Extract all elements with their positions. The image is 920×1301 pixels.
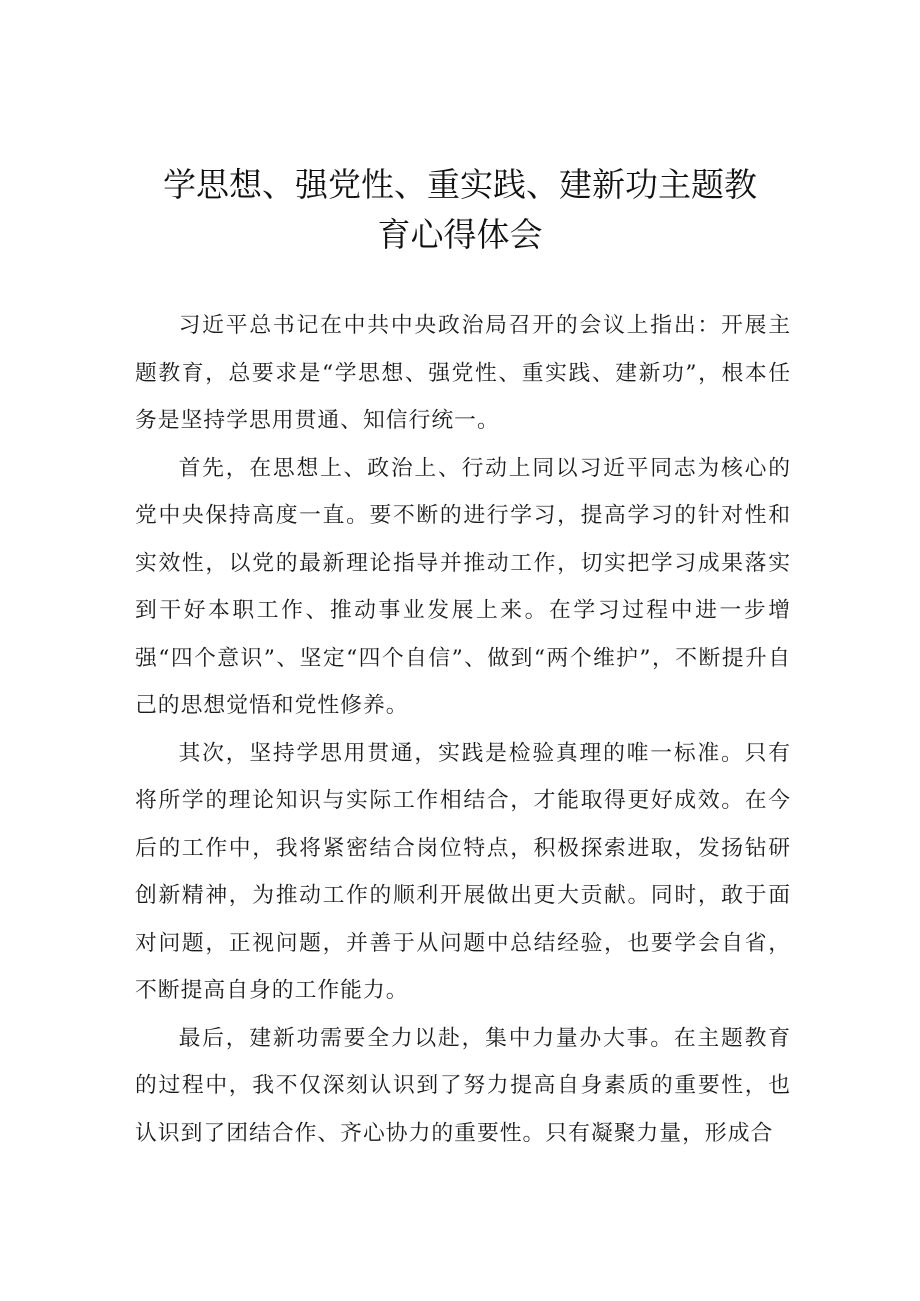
paragraph-last: 最后，建新功需要全力以赴，集中力量办大事。在主题教育的过程中，我不仅深刻认识到了努力提高自身素质的重要性，也认识到了团结合作、齐心协力的重要性。只有凝聚力量，形成合 [135, 1025, 791, 1146]
document-title [0, 160, 920, 260]
paragraph-second: 其次，坚持学思用贯通，实践是检验真理的唯一标准。只有将所学的理论知识与实际工作相结合，才能取得更好成效。在今后的工作中，我将紧密结合岗位特点，积极探索进取，发扬钻研创新精神，为推动工作的顺利开展做出更大贡献。同时，敢于面对问题，正视问题，并善于从问题中总结经验，也要学会自省，不断提高自身的工作能力。 [135, 740, 791, 1003]
paragraph-intro: 习近平总书记在中共中央政治局召开的会议上指出：开展主题教育，总要求是“学思想、强党性、重实践、建新功”，根本任务是坚持学思用贯通、知信行统一。 [135, 313, 791, 433]
title-line-1: 学思想、强党性、重实践、建新功主题教 [163, 165, 757, 204]
document-body [135, 302, 791, 1157]
title-line-2: 育心得体会 [377, 215, 543, 254]
paragraph-first: 首先，在思想上、政治上、行动上同以习近平同志为核心的党中央保持高度一直。要不断的进行学习，提高学习的针对性和实效性，以党的最新理论指导并推动工作，切实把学习成果落实到干好本职工作、推动事业发展上来。在学习过程中进一步增强“四个意识”、坚定“四个自信”、做到“两个维护”，不断提升自己的思想觉悟和党性修养。 [135, 455, 791, 718]
